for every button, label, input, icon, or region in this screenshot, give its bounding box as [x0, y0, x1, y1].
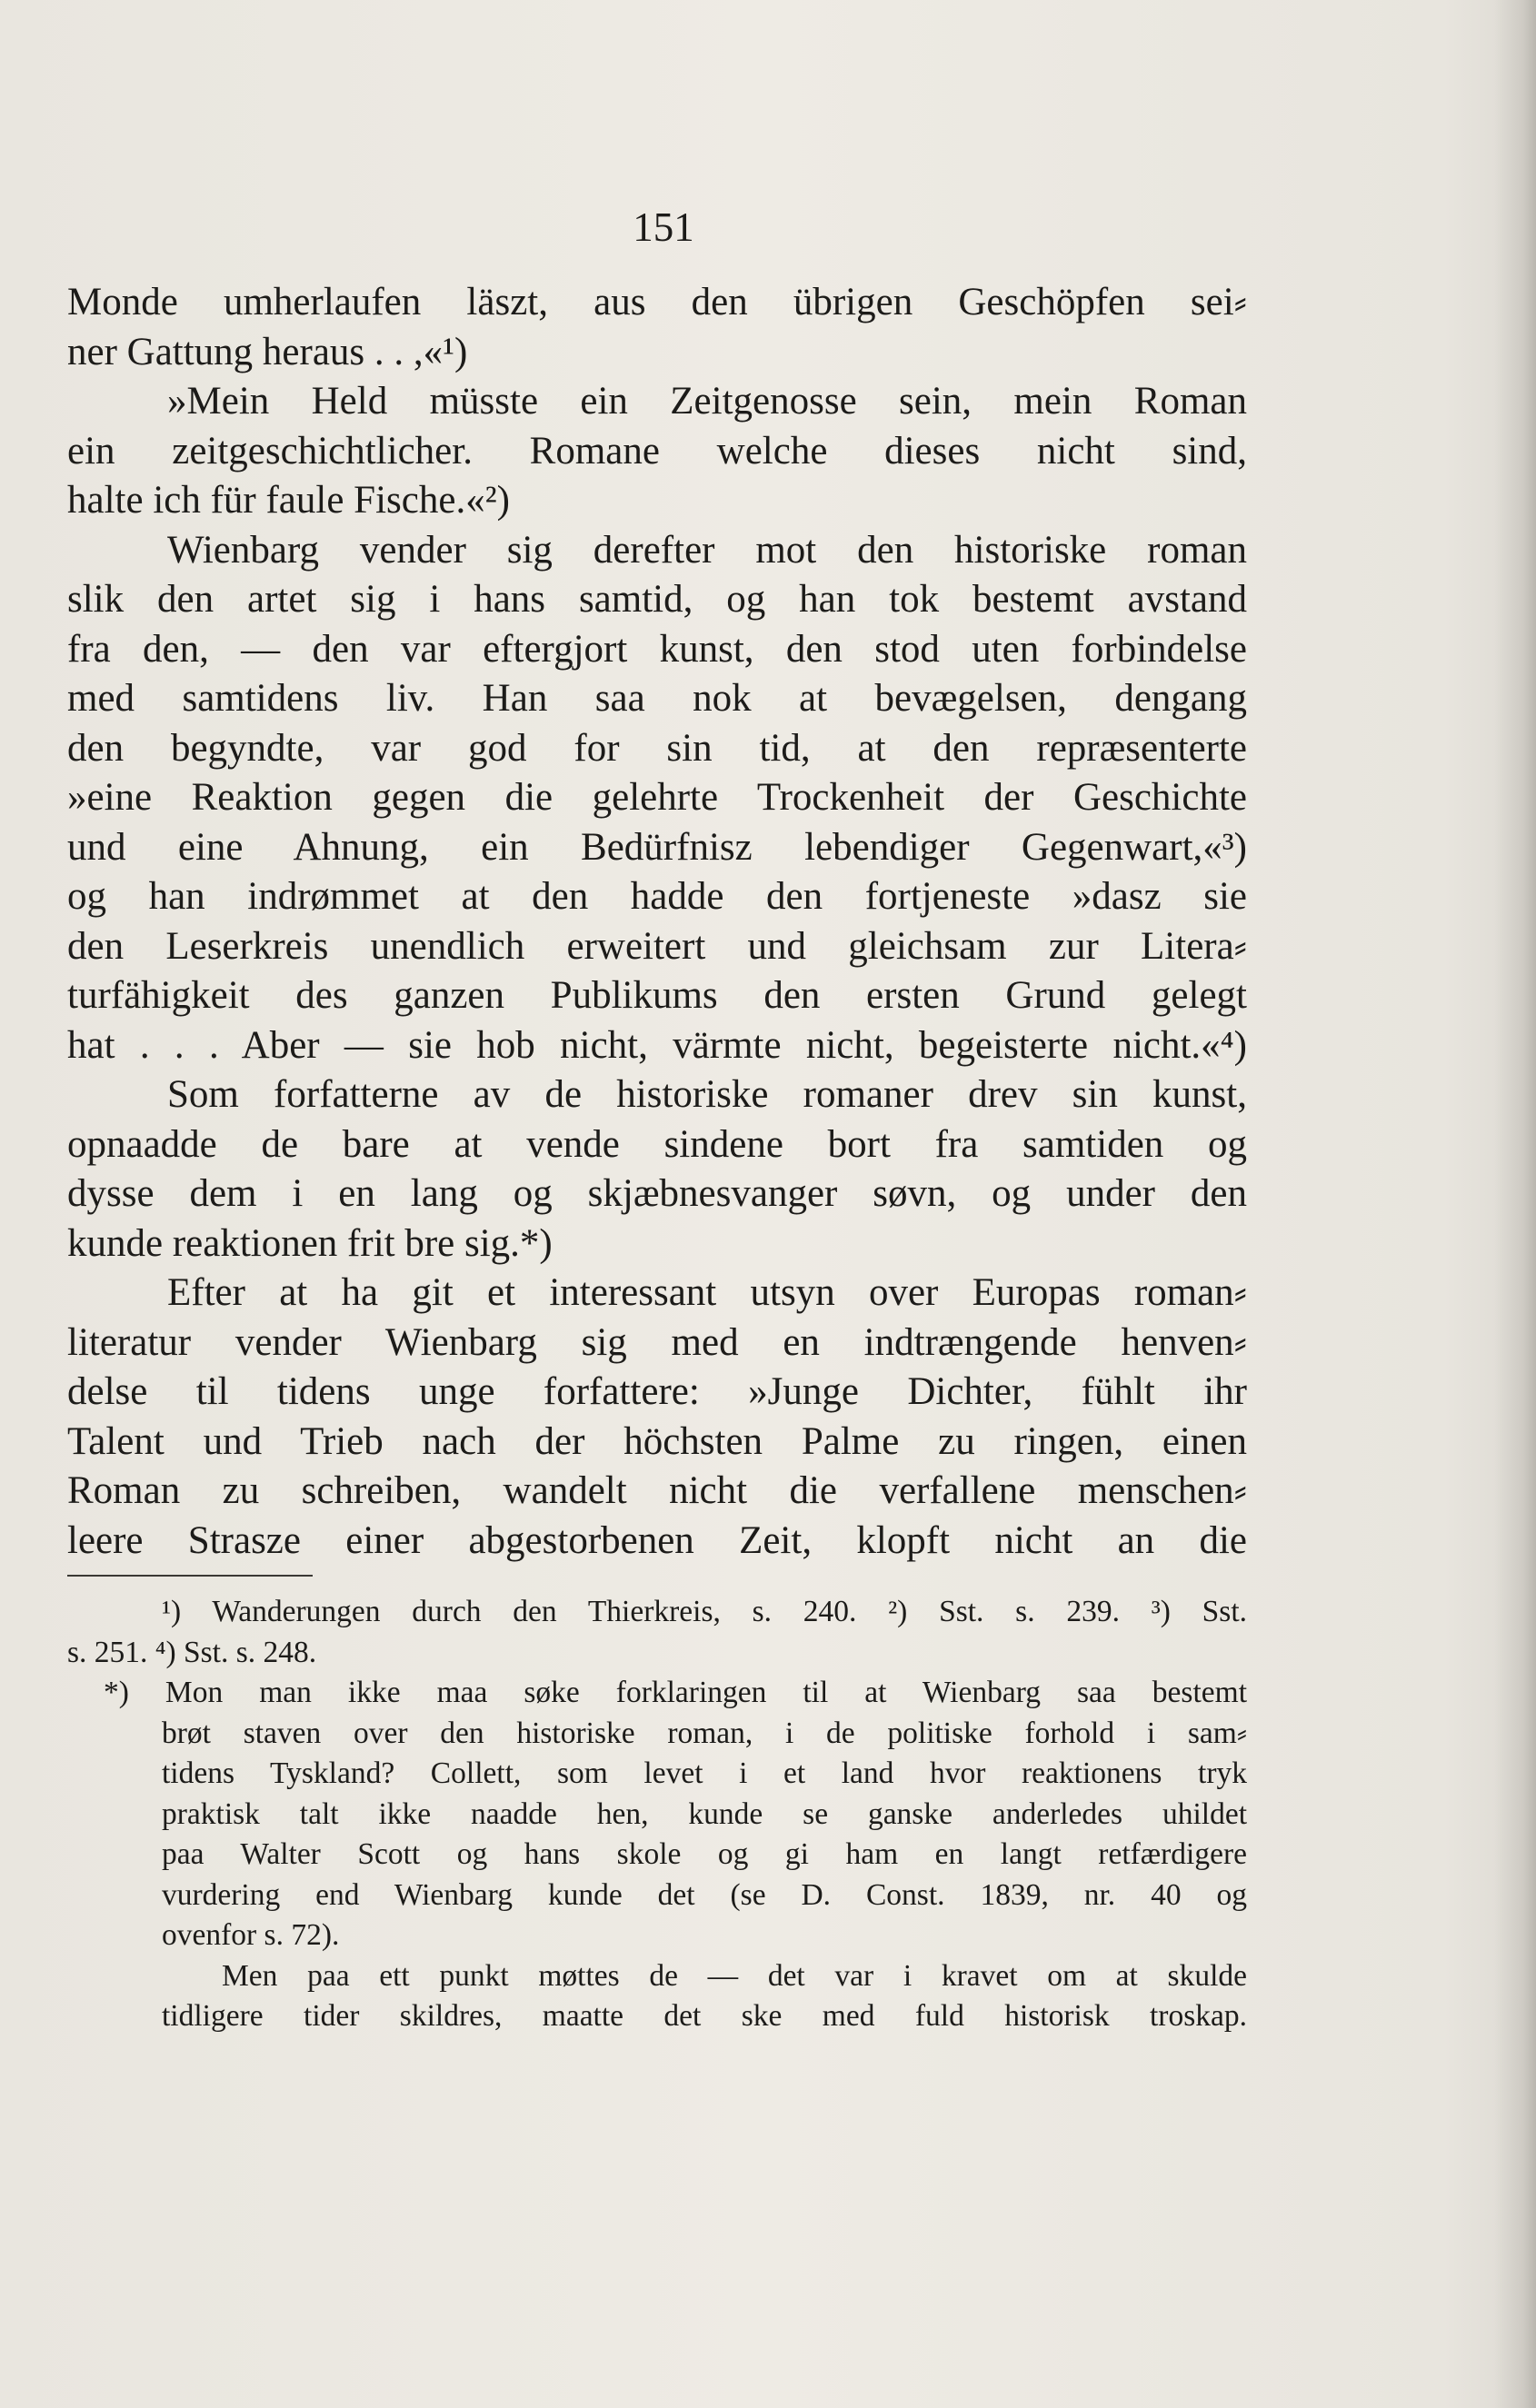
body-line: opnaadde de bare at vende sindene bort fra samtiden og: [67, 1122, 1247, 1166]
body-line: literatur vender Wienbarg sig med en indtrængende henven⸗: [67, 1320, 1247, 1364]
body-line: og han indrømmet at den hadde den fortjeneste »dasz sie: [67, 875, 1247, 918]
footnotes: [67, 1592, 1247, 2037]
body-text: [67, 278, 1247, 1566]
body-line: delse til tidens unge forfattere: »Junge Dichter, fühlt ihr: [67, 1370, 1247, 1413]
body-line: Roman zu schreiben, wandelt nicht die verfallene menschen⸗: [67, 1469, 1247, 1512]
footnote-line: ¹) Wanderungen durch den Thierkreis, s. 240. ²) Sst. s. 239. ³) Sst.: [162, 1595, 1247, 1628]
body-line: turfähigkeit des ganzen Publikums den ersten Grund gelegt: [67, 974, 1247, 1017]
footnote-line: tidligere tider skildres, maatte det ske med fuld historisk troskap.: [162, 1999, 1247, 2033]
body-line: fra den, — den var eftergjort kunst, den stod uten forbindelse: [67, 627, 1247, 671]
page-number: 151: [633, 204, 694, 250]
body-line: ein zeitgeschichtlicher. Romane welche dieses nicht sind,: [67, 429, 1247, 473]
footnote-line: brøt staven over den historiske roman, i de politiske forhold i sam⸗: [162, 1716, 1247, 1750]
body-line: »eine Reaktion gegen die gelehrte Trockenheit der Geschichte: [67, 776, 1247, 819]
body-line: ner Gattung heraus . . ,«¹): [67, 330, 468, 373]
footnote-line: ovenfor s. 72).: [162, 1918, 340, 1952]
body-line: kunde reaktionen frit bre sig.*): [67, 1221, 553, 1265]
body-line: den begyndte, var god for sin tid, at den repræsenterte: [67, 726, 1247, 770]
footnote-line: praktisk talt ikke naadde hen, kunde se ganske anderledes uhildet: [162, 1796, 1247, 1831]
footnote-line: Men paa ett punkt møttes de — det var i kravet om at skulde: [222, 1958, 1247, 1993]
page-edge-shadow: [1494, 0, 1536, 2408]
body-line: slik den artet sig i hans samtid, og han tok bestemt avstand: [67, 578, 1247, 621]
footnote-line: paa Walter Scott og hans skole og gi ham en langt retfærdigere: [162, 1837, 1247, 1871]
body-line: den Leserkreis unendlich erweitert und gleichsam zur Litera⸗: [67, 924, 1247, 968]
body-line: leere Strasze einer abgestorbenen Zeit, klopft nicht an die: [67, 1518, 1247, 1562]
body-line: Efter at ha git et interessant utsyn over Europas roman⸗: [167, 1271, 1247, 1314]
body-line: »Mein Held müsste ein Zeitgenosse sein, mein Roman: [167, 380, 1247, 423]
footnote-line: s. 251. ⁴) Sst. s. 248.: [67, 1635, 317, 1669]
body-line: Wienbarg vender sig derefter mot den historiske roman: [167, 528, 1247, 572]
body-line: med samtidens liv. Han saa nok at bevægelsen, dengang: [67, 677, 1247, 720]
body-line: Talent und Trieb nach der höchsten Palme zu ringen, einen: [67, 1419, 1247, 1463]
body-line: Som forfatterne av de historiske romaner drev sin kunst,: [167, 1073, 1247, 1116]
footnote-line: vurdering end Wienbarg kunde det (se D. Const. 1839, nr. 40 og: [162, 1877, 1247, 1912]
body-line: und eine Ahnung, ein Bedürfnisz lebendiger Gegenwart,«³): [67, 825, 1247, 869]
body-line: Monde umherlaufen läszt, aus den übrigen Geschöpfen sei⸗: [67, 281, 1247, 323]
footnote-rule: [67, 1575, 313, 1577]
footnote-line: *) Mon man ikke maa søke forklaringen til at Wienbarg saa bestemt: [104, 1676, 1247, 1709]
body-line: hat . . . Aber — sie hob nicht, värmte nicht, begeisterte nicht.«⁴): [67, 1023, 1247, 1067]
body-line: dysse dem i en lang og skjæbnesvanger søvn, og under den: [67, 1172, 1247, 1215]
footnote-line: tidens Tyskland? Collett, som levet i et land hvor reaktionens tryk: [162, 1756, 1247, 1790]
body-line: halte ich für faule Fische.«²): [67, 479, 510, 522]
